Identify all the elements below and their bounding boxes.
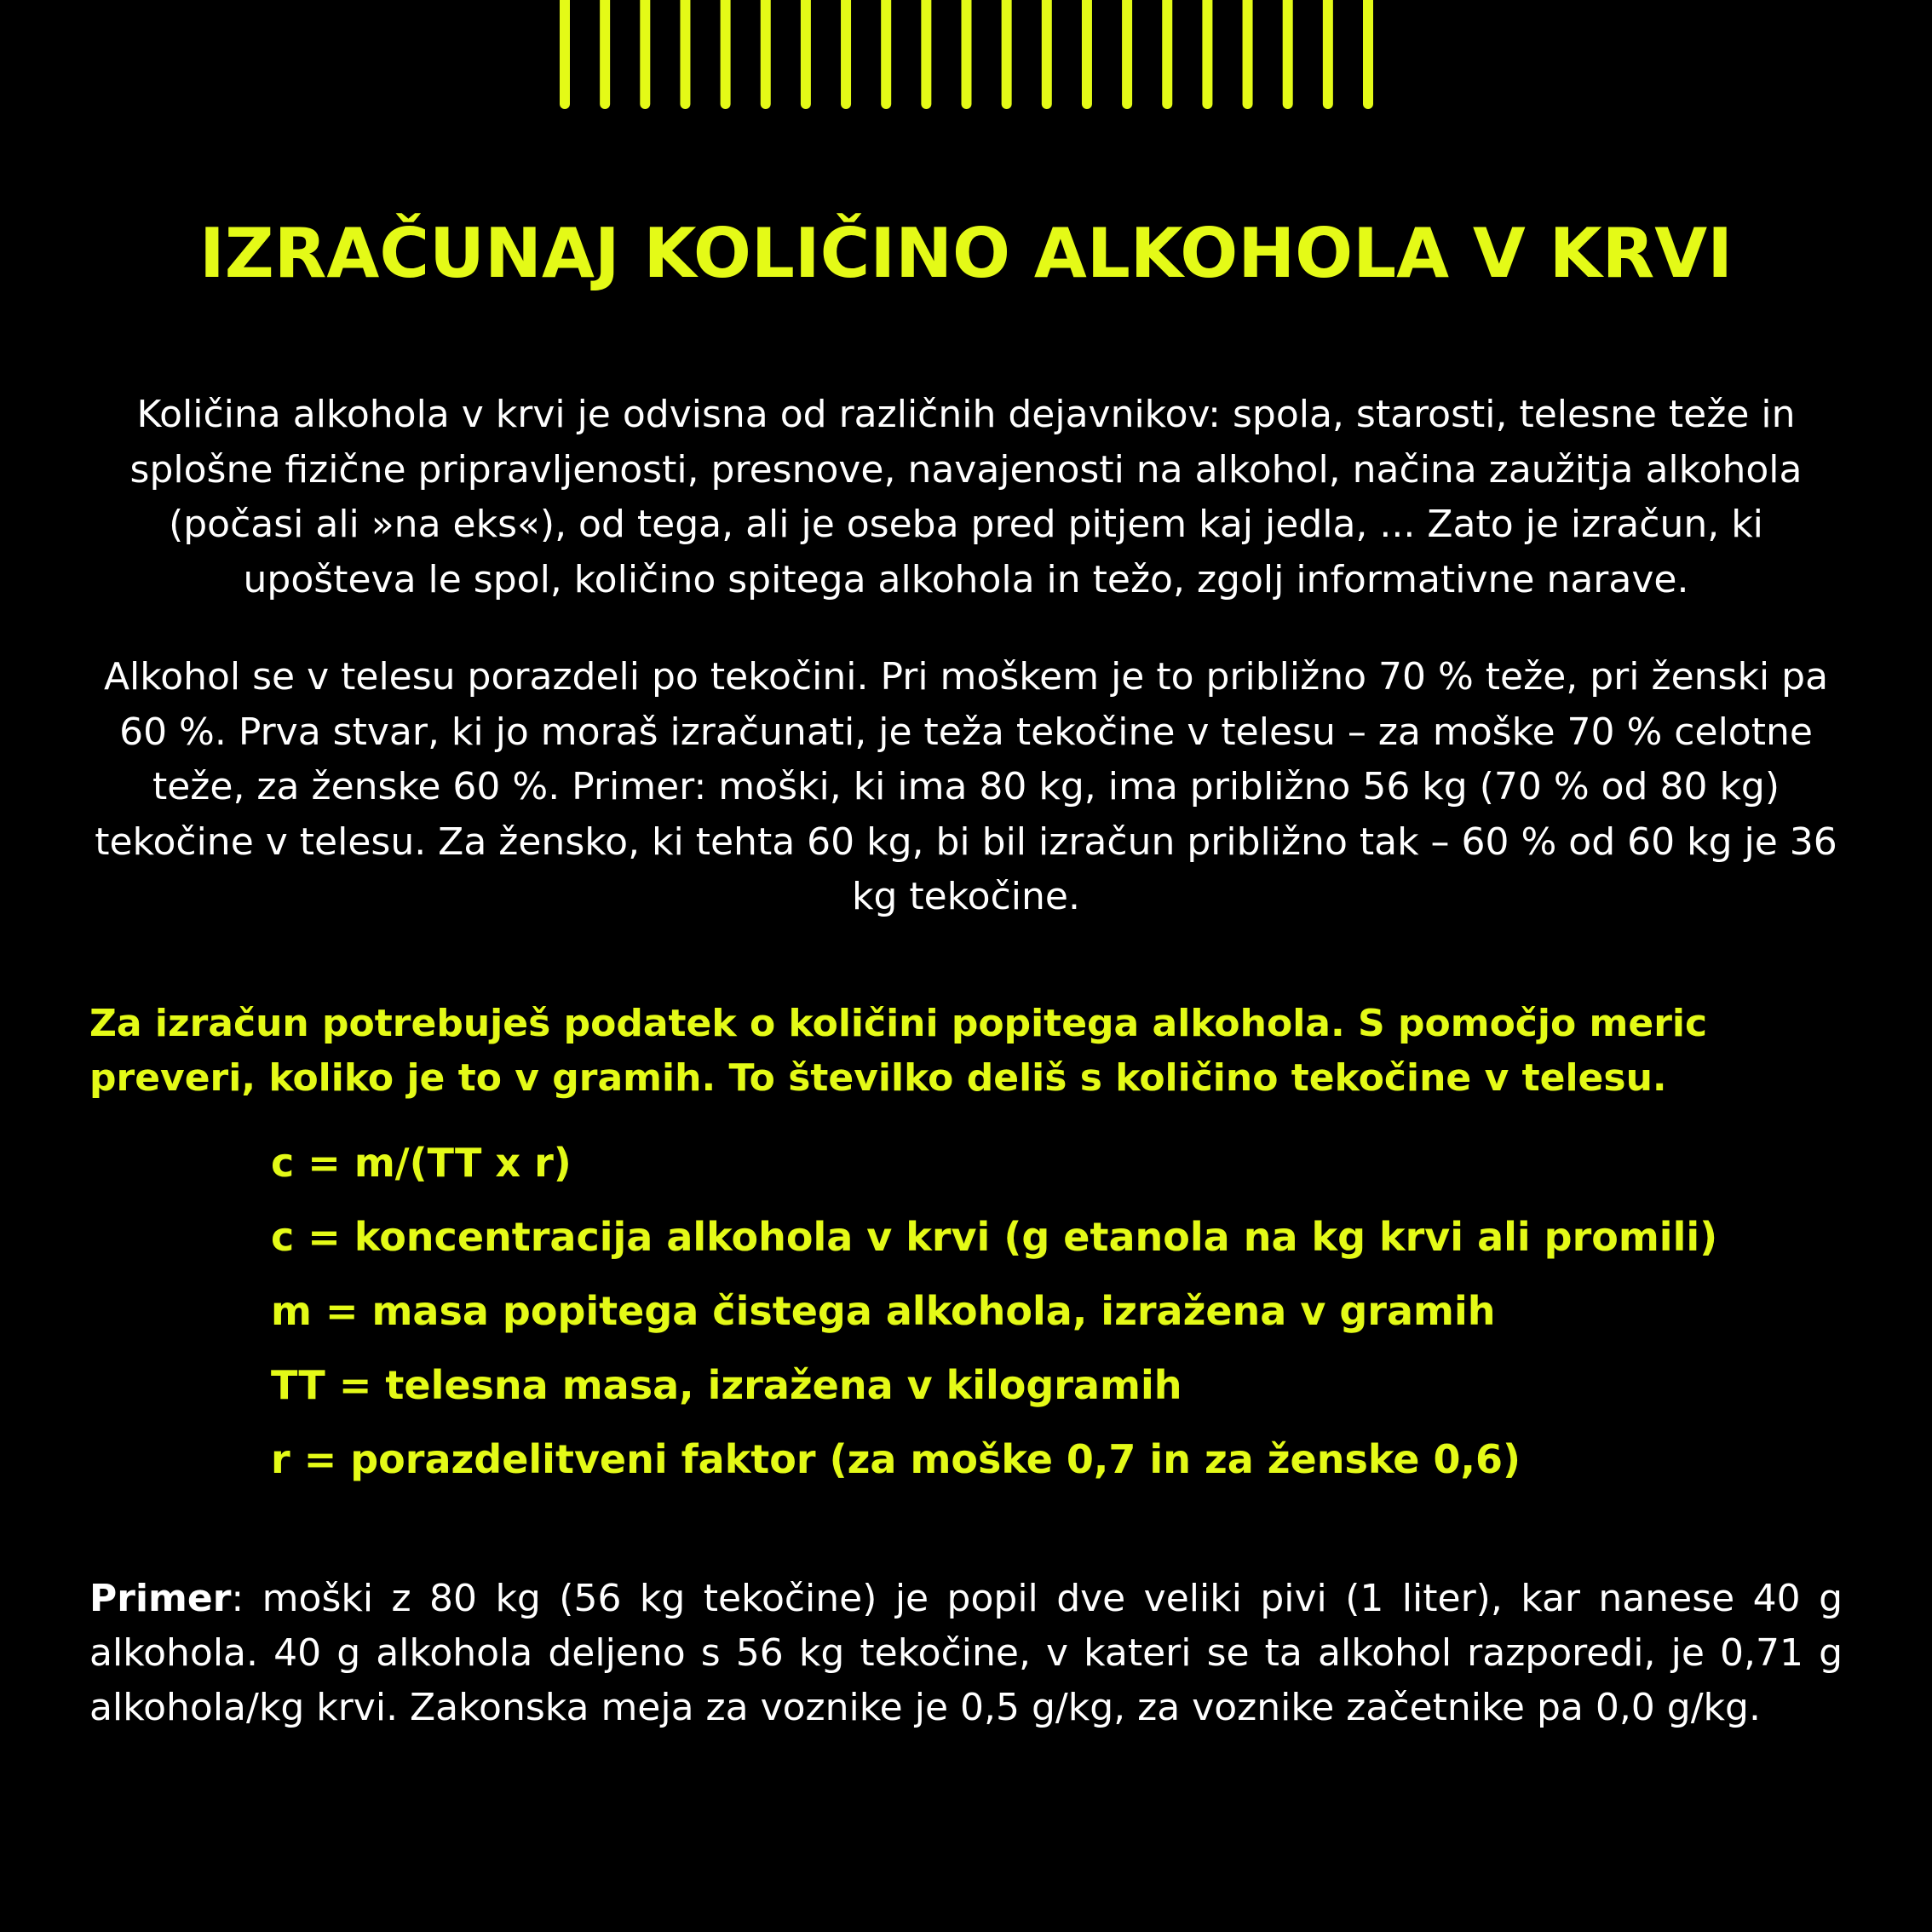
fluid-distribution-paragraph: Alkohol se v telesu porazdeli po tekočini. Pri moškem je to približno 70 % teže, pri ženski pa 60 %. Prva stvar, ki jo moraš izračunati, je teža tekočine v telesu – za moške 70 % celotne teže, za ženske 60 %. Primer: moški, ki ima 80 kg, ima približno 56 kg (70 % od 80 kg) tekočine v telesu. Za žensko, ki tehta 60 kg, bi bil izračun približno tak – 60 % od 60 kg je 36 kg tekočine.: [95, 655, 1837, 918]
formula-definition-r: r = porazdelitveni faktor (za moške 0,7 in za ženske 0,6): [271, 1436, 1521, 1482]
barcode-stripes-icon: [0, 0, 1932, 111]
formula-definition-tt: TT = telesna masa, izražena v kilogramih: [271, 1362, 1182, 1408]
example-paragraph: [89, 1572, 1843, 1735]
formula-block: [271, 1126, 1889, 1497]
formula-definition-c: c = koncentracija alkohola v krvi (g etanola na kg krvi ali promili): [271, 1214, 1718, 1260]
intro-paragraph: Količina alkohola v krvi je odvisna od različnih dejavnikov: spola, starosti, telesne teže in splošne fizične pripravljenosti, presnove, navajenosti na alkohol, načina zaužitja alkohola (počasi ali »na eks«), od tega, ali je oseba pred pitjem kaj jedla, ... Zato je izračun, ki upošteva le spol, količino spitega alkohola in težo, zgolj informativne narave.: [129, 393, 1803, 601]
formula-equation: c = m/(TT x r): [271, 1140, 572, 1186]
formula-definition-m: m = masa popitega čistega alkohola, izražena v gramih: [271, 1288, 1496, 1334]
example-label: Primer: [89, 1577, 232, 1620]
example-text: : moški z 80 kg (56 kg tekočine) je popil dve veliki pivi (1 liter), kar nanese 40 g alkohola. 40 g alkohola deljeno s 56 kg tekočine, v kateri se ta alkohol razporedi, je 0,71 g alkohola/kg krvi. Zakonska meja za voznike je 0,5 g/kg, za voznike začetnike pa 0,0 g/kg.: [89, 1577, 1843, 1729]
page-title: IZRAČUNAJ KOLIČINO ALKOHOLA V KRVI: [199, 214, 1733, 293]
calculation-intro: Za izračun potrebuješ podatek o količini popitega alkohola. S pomočjo meric preveri, koliko je to v gramih. To številko deliš s količino tekočine v telesu.: [89, 1002, 1708, 1100]
